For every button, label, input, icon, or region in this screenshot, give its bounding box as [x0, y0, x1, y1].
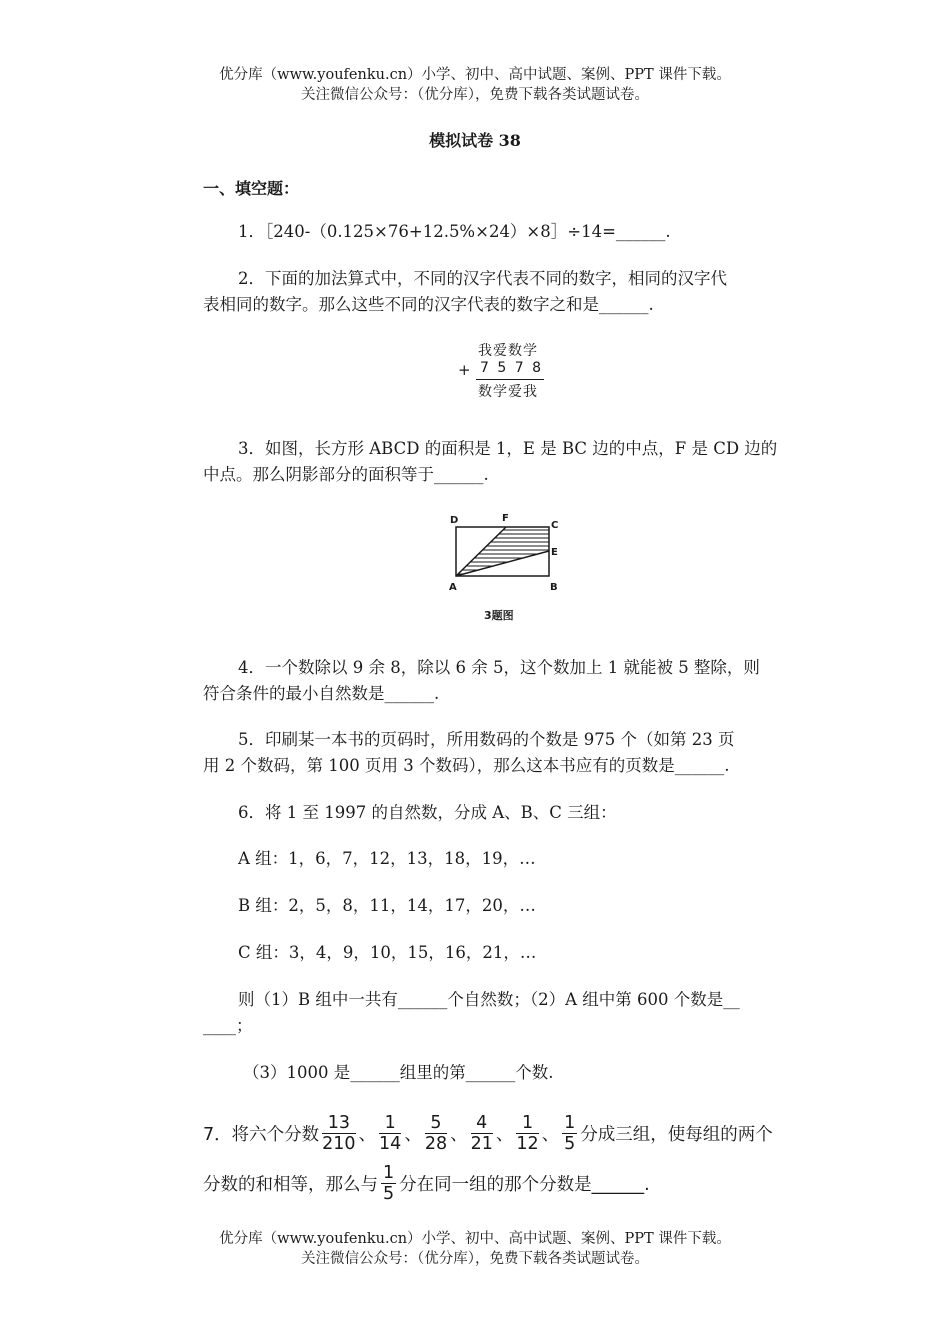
question-7-line2-start: 分数的和相等，那么与 — [203, 1174, 378, 1195]
page-header-line2: 关注微信公众号：（优分库），免费下载各类试题试卷。 — [301, 87, 649, 103]
question-3-line2: 中点。那么阴影部分的面积等于______. — [203, 465, 489, 484]
fraction-5-28: $\frac{5}{28}$ — [424, 1112, 448, 1154]
separator: 、 — [450, 1124, 468, 1145]
question-6-ask-1-cont: ____； — [203, 1016, 253, 1035]
question-6-intro: 6．将 1 至 1997 的自然数，分成 A、B、C 三组： — [238, 803, 617, 822]
label-b: B — [550, 582, 558, 593]
fraction-4-21: $\frac{4}{21}$ — [470, 1112, 493, 1154]
page-footer-line1: 优分库（www.youfenku.cn）小学、初中、高中试题、案例、PPT 课件下载。 — [219, 1231, 731, 1247]
page-title: 模拟试卷 38 — [429, 131, 521, 150]
question-4-line1: 4．一个数除以 9 余 8，除以 6 余 5，这个数加上 1 就能被 5 整除，则 — [238, 658, 760, 677]
separator: 、 — [495, 1124, 514, 1145]
rectangle-abcd-figure — [440, 508, 570, 630]
fraction-1-5-inline: $\frac{1}{5}$ — [383, 1162, 395, 1204]
label-d: D — [450, 515, 459, 526]
page-footer-line2: 关注微信公众号：（优分库），免费下载各类试题试卷。 — [301, 1251, 649, 1267]
question-4-line2: 符合条件的最小自然数是______. — [203, 684, 440, 703]
addition-addend-row: 7 5 7 8 — [480, 360, 543, 376]
addition-top-row: 我爱数学 — [478, 343, 538, 359]
addition-plus-sign: + — [458, 361, 471, 379]
fraction-1-12: $\frac{1}{12}$ — [516, 1112, 539, 1154]
page-header-line1: 优分库（www.youfenku.cn）小学、初中、高中试题、案例、PPT 课件下载。 — [219, 67, 731, 83]
separator: 、 — [404, 1124, 422, 1145]
question-5-line2: 用 2 个数码，第 100 页用 3 个数码），那么这本书应有的页数是______. — [203, 756, 730, 775]
question-7-line2 — [203, 1160, 650, 1206]
question-3-line1: 3．如图，长方形 ABCD 的面积是 1，E 是 BC 边的中点，F 是 CD 边的 — [238, 439, 778, 458]
question-7-line1 — [203, 1110, 773, 1156]
addition-sum-line — [476, 379, 544, 380]
separator: 、 — [541, 1124, 560, 1145]
question-6-ask-2: （3）1000 是______组里的第______个数. — [243, 1063, 554, 1082]
fraction-1-14: $\frac{1}{14}$ — [379, 1112, 402, 1154]
label-f: F — [502, 513, 509, 524]
separator: 、 — [358, 1124, 377, 1145]
question-2-line2: 表相同的数字。那么这些不同的汉字代表的数字之和是______. — [203, 295, 654, 314]
fraction-1-5: $\frac{1}{5}$ — [564, 1112, 576, 1154]
question-1: 1．［240-（0.125×76+12.5%×24）×8］÷14=______. — [238, 222, 671, 241]
label-e: E — [551, 547, 558, 558]
question-7-prefix: 7．将六个分数 — [203, 1124, 320, 1145]
question-6-group-c: C 组：3，4，9，10，15，16，21，… — [238, 943, 537, 962]
addition-result-row: 数学爱我 — [478, 384, 538, 400]
segment-ae — [456, 551, 549, 576]
question-2-line1: 2．下面的加法算式中，不同的汉字代表不同的数字，相同的汉字代 — [238, 269, 727, 288]
question-7-suffix: 分成三组，使每组的两个 — [580, 1124, 773, 1145]
section-heading: 一、填空题： — [203, 179, 300, 198]
question-6-group-b: B 组：2，5，8，11，14，17，20，… — [238, 896, 536, 915]
figure-caption: 3题图 — [484, 609, 514, 622]
question-5-line1: 5．印刷某一本书的页码时，所用数码的个数是 975 个（如第 23 页 — [238, 730, 735, 749]
question-6-group-a: A 组：1，6，7，12，13，18，19，… — [238, 849, 536, 868]
fraction-13-210: $\frac{13}{210}$ — [322, 1112, 356, 1154]
label-a: A — [449, 582, 457, 593]
label-c: C — [551, 520, 559, 531]
question-7-line2-end: 分在同一组的那个分数是______. — [399, 1174, 650, 1195]
question-6-ask-1: 则（1）B 组中一共有______个自然数；（2）A 组中第 600 个数是__ — [238, 990, 740, 1009]
